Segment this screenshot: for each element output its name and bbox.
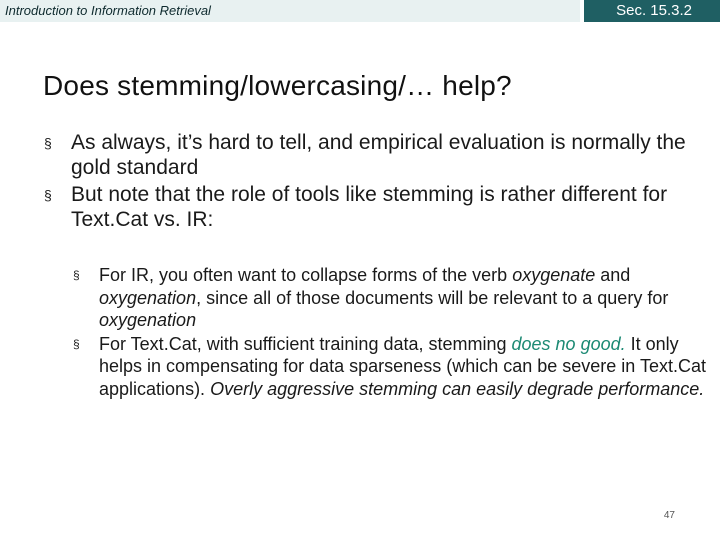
sub-text: For IR, you often want to collapse forms of the verb [99,265,513,285]
slide-title: Does stemming/lowercasing/… help? [43,70,512,101]
section-label: Sec. 15.3.2 [616,2,692,19]
sub-italic-term: oxygenation [99,310,197,330]
sub-text: , since all of those documents will be relevant to a query for [196,287,669,308]
sub-text: It only helps in compensating for data sparseness (which can be severe in Text.Cat applications). [99,333,706,399]
bullet-list [44,130,694,234]
sub-bullet-item-textcat [73,333,707,401]
bullet-item [44,130,694,180]
bullet-text: But note that the role of tools like stemming is rather different for Text.Cat vs. IR: [71,183,668,231]
section-box [584,0,720,22]
sub-emphasis-green: does no good. [511,333,626,354]
sub-bullet-marker-icon: § [73,268,80,282]
sub-bullet-marker-icon: § [73,336,80,351]
page-number: 47 [663,510,675,521]
sub-bullet-list [44,264,707,400]
sub-italic-sentence: Overly aggressive stemming can easily degrade performance. [210,378,705,399]
bullet-text: As always, it’s hard to tell, and empirical evaluation is normally the gold standard [71,131,686,179]
sub-text: and [595,265,631,285]
bullet-marker-icon: § [44,135,52,151]
sub-italic-term: oxygenate [512,265,596,285]
sub-bullet-container [44,264,707,401]
course-title: Introduction to Information Retrieval [5,3,211,18]
bullet-item [44,182,694,232]
bullet-marker-icon: § [44,187,52,203]
sub-italic-term: oxygenation [99,287,197,308]
sub-text: For Text.Cat, with sufficient training data, stemming [99,333,512,354]
sub-bullet-item-ir [73,264,707,332]
header-band [0,0,580,22]
